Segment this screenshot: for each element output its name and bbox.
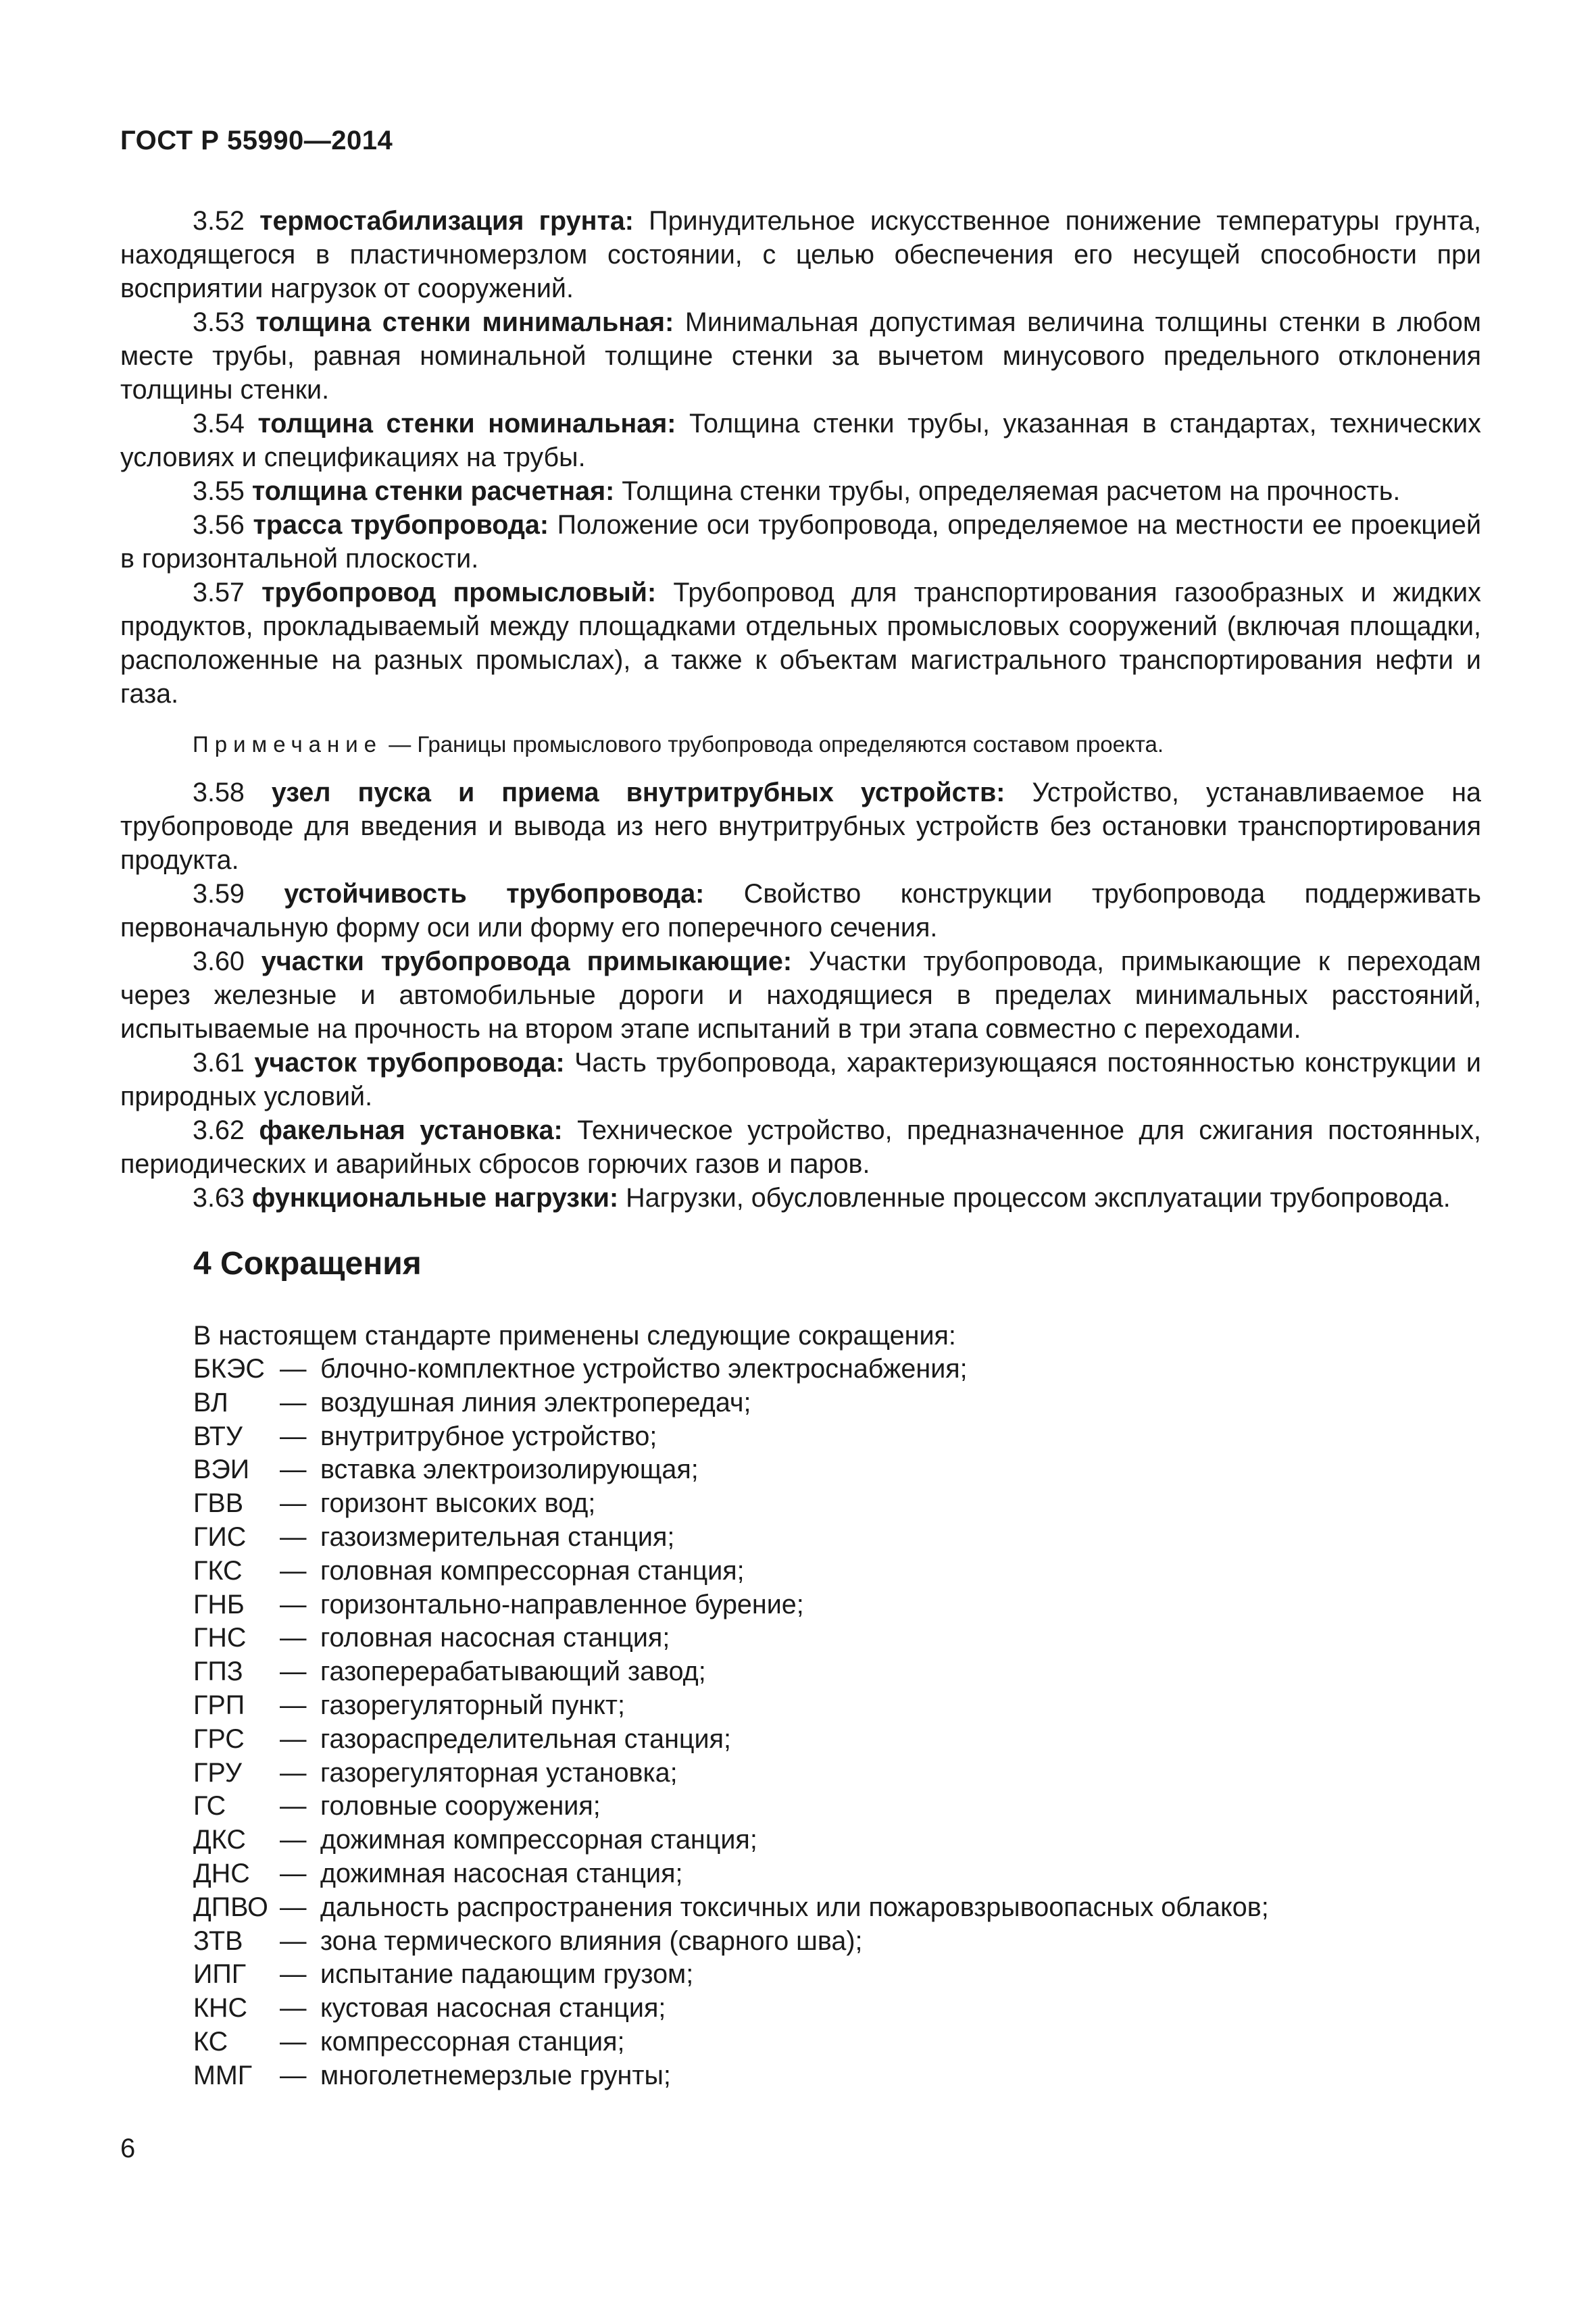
definition-3-53 [120,305,1481,407]
definition-number: 3.61 [193,1048,245,1078]
definition-number: 3.54 [193,409,245,438]
note-text: — Границы промыслового трубопровода определяются составом проекта. [389,732,1164,757]
definition-text: Положение оси трубопровода, определяемое на местности ее проекцией в горизонтальной плоскости. [120,510,1482,574]
list-item [193,1757,1477,1790]
abbreviation-text: газорегуляторная установка; [320,1757,678,1788]
abbreviation-code: ДНС [193,1858,250,1888]
document-header: ГОСТ Р 55990—2014 [120,126,393,155]
dash: — [280,1892,307,1922]
definition-text: Минимальная допустимая величина толщины стенки в любом месте трубы, равная номинальной толщине стенки за вычетом минусового предельного отклонения толщины стенки. [120,307,1481,405]
page-number: 6 [120,2134,136,2163]
list-item [193,1386,1477,1420]
dash: — [280,2026,307,2057]
definition-text: Толщина стенки трубы, определяемая расчетом на прочность. [622,476,1401,506]
abbreviation-code: ЗТВ [193,1926,243,1956]
definition-3-52 [120,204,1481,305]
dash: — [280,1455,307,1485]
definition-3-61 [120,1046,1481,1113]
list-item [193,1453,1477,1487]
dash: — [280,1724,307,1754]
abbreviation-text: многолетнемерзлые грунты; [320,2060,671,2090]
abbreviation-text: зона термического влияния (сварного шва); [320,1926,863,1956]
definition-text: Техническое устройство, предназначенное для сжигания постоянных, периодических и аварийных сбросов горючих газов и паров. [120,1115,1481,1179]
abbreviation-code: ВТУ [193,1421,243,1451]
dash: — [280,1757,307,1788]
dash: — [280,1623,307,1653]
list-item [193,1857,1477,1891]
abbreviation-text: испытание падающим грузом; [320,1959,694,1990]
definition-number: 3.58 [193,778,245,807]
definition-number: 3.53 [193,307,245,337]
section-title: 4 Сокращения [193,1246,422,1282]
abbreviation-code: ВЭИ [193,1455,250,1485]
definition-text: Принудительное искусственное понижение температуры грунта, находящегося в пластичномерзлом состоянии, с целью обеспечения его несущей способности при восприятии нагрузок от сооружений. [120,206,1481,303]
definition-term: толщина стенки минимальная: [255,307,674,337]
list-item [193,1420,1477,1454]
abbreviation-text: кустовая насосная станция; [320,1993,666,2023]
definition-term: участок трубопровода: [254,1048,565,1078]
abbreviation-code: ГНС [193,1623,247,1653]
abbreviation-text: дожимная насосная станция; [320,1858,683,1888]
list-item [193,1689,1477,1723]
definition-number: 3.60 [193,947,245,976]
list-item [193,1621,1477,1655]
list-item [193,2059,1477,2093]
abbreviation-text: головные сооружения; [320,1791,601,1821]
definition-3-55 [120,474,1481,508]
list-item [193,1353,1477,1386]
abbreviation-code: ММГ [193,2060,253,2090]
list-item [193,1790,1477,1823]
abbreviation-text: внутритрубное устройство; [320,1421,657,1451]
dash: — [280,1555,307,1586]
definition-3-62 [120,1113,1481,1181]
list-item [193,1925,1477,1959]
abbreviation-code: ГНБ [193,1589,245,1619]
list-item [193,1521,1477,1555]
definition-text: Устройство, устанавливаемое на трубопроводе для введения и вывода из него внутритрубных устройств без остановки транспортирования продукта. [120,778,1481,875]
list-item [193,1655,1477,1689]
abbreviation-text: компрессорная станция; [320,2026,625,2057]
definition-term: участки трубопровода примыкающие: [261,947,793,976]
dash: — [280,1858,307,1888]
abbreviation-text: дальность распространения токсичных или пожаровзрывоопасных облаков; [320,1892,1269,1922]
abbreviations-list [193,1353,1477,2093]
abbreviation-text: головная насосная станция; [320,1623,670,1653]
list-item [193,2026,1477,2059]
abbreviations-intro: В настоящем стандарте применены следующие сокращения: [193,1321,956,1351]
abbreviation-text: воздушная линия электропередач; [320,1387,751,1417]
definition-text: Толщина стенки трубы, указанная в стандартах, технических условиях и спецификациях на трубы. [120,409,1481,472]
dash: — [280,1421,307,1451]
dash: — [280,1488,307,1519]
abbreviation-text: горизонтально-направленное бурение; [320,1589,804,1619]
definition-number: 3.63 [193,1183,245,1213]
abbreviation-code: ГКС [193,1555,243,1586]
dash: — [280,1926,307,1956]
abbreviation-code: ГРС [193,1724,245,1754]
definition-3-63 [120,1181,1481,1215]
abbreviation-code: ГПЗ [193,1657,243,1687]
abbreviation-code: КС [193,2026,228,2057]
definition-number: 3.62 [193,1115,245,1145]
definition-3-58 [120,776,1481,877]
list-item [193,1555,1477,1588]
dash: — [280,2060,307,2090]
abbreviation-code: БКЭС [193,1354,265,1384]
abbreviation-text: газоперерабатывающий завод; [320,1657,706,1687]
definition-text: Участки трубопровода, примыкающие к переходам через железные и автомобильные дороги и находящиеся в пределах минимальных расстояний, испытываемые на прочность на втором этапе испытаний в три этапа совместно с переходами. [120,947,1481,1044]
definition-term: толщина стенки расчетная: [251,476,615,506]
note [120,730,1481,759]
definition-term: трубопровод промысловый: [261,578,657,607]
definition-number: 3.56 [193,510,245,540]
abbreviation-text: газорегуляторный пункт; [320,1690,625,1720]
abbreviation-code: ВЛ [193,1387,228,1417]
abbreviation-code: ГРУ [193,1757,242,1788]
definition-term: устойчивость трубопровода: [284,879,705,909]
list-item [193,1723,1477,1757]
dash: — [280,1589,307,1619]
definitions-block [120,204,1481,1215]
abbreviation-text: дожимная компрессорная станция; [320,1825,757,1855]
abbreviation-text: вставка электроизолирующая; [320,1455,699,1485]
list-item [193,1992,1477,2026]
definition-number: 3.59 [193,879,245,909]
abbreviation-text: газораспределительная станция; [320,1724,731,1754]
abbreviation-code: ДКС [193,1825,246,1855]
dash: — [280,1791,307,1821]
abbreviation-text: газоизмерительная станция; [320,1521,675,1552]
definition-term: функциональные нагрузки: [251,1183,619,1213]
definition-text: Часть трубопровода, характеризующаяся постоянностью конструкции и природных условий. [120,1048,1481,1111]
definition-term: узел пуска и приема внутритрубных устройств: [271,778,1005,807]
definition-3-56 [120,508,1481,576]
list-item [193,1891,1477,1925]
dash: — [280,1521,307,1552]
abbreviation-code: ГС [193,1791,226,1821]
definition-number: 3.52 [193,206,245,236]
definition-text: Трубопровод для транспортирования газообразных и жидких продуктов, прокладываемый между площадками отдельных промысловых сооружений (включая площадки, расположенные на разных промыслах), а также к объектам магистрального транспортирования нефти и газа. [120,578,1481,709]
definition-text: Нагрузки, обусловленные процессом эксплуатации трубопровода. [626,1183,1451,1213]
dash: — [280,1690,307,1720]
abbreviation-code: КНС [193,1993,248,2023]
list-item [193,1823,1477,1857]
definition-3-57 [120,576,1481,711]
definition-number: 3.57 [193,578,245,607]
definition-text: Свойство конструкции трубопровода поддерживать первоначальную форму оси или форму его поперечного сечения. [120,879,1481,942]
list-item [193,1487,1477,1521]
list-item [193,1958,1477,1992]
abbreviation-code: ДПВО [193,1892,268,1922]
dash: — [280,1959,307,1990]
definition-term: термостабилизация грунта: [259,206,634,236]
definition-3-54 [120,407,1481,474]
abbreviation-text: блочно-комплектное устройство электроснабжения; [320,1354,968,1384]
definition-term: трасса трубопровода: [253,510,549,540]
note-label: Примечание [193,732,383,757]
abbreviation-code: ГРП [193,1690,245,1720]
definition-term: факельная установка: [259,1115,563,1145]
dash: — [280,1387,307,1417]
abbreviation-text: головная компрессорная станция; [320,1555,745,1586]
dash: — [280,1825,307,1855]
dash: — [280,1993,307,2023]
abbreviation-code: ГИС [193,1521,247,1552]
abbreviation-text: горизонт высоких вод; [320,1488,596,1519]
list-item [193,1588,1477,1622]
dash: — [280,1354,307,1384]
definition-3-60 [120,945,1481,1046]
definition-3-59 [120,877,1481,945]
dash: — [280,1657,307,1687]
abbreviation-code: ГВВ [193,1488,244,1519]
abbreviation-code: ИПГ [193,1959,247,1990]
definition-term: толщина стенки номинальная: [257,409,676,438]
definition-number: 3.55 [193,476,245,506]
